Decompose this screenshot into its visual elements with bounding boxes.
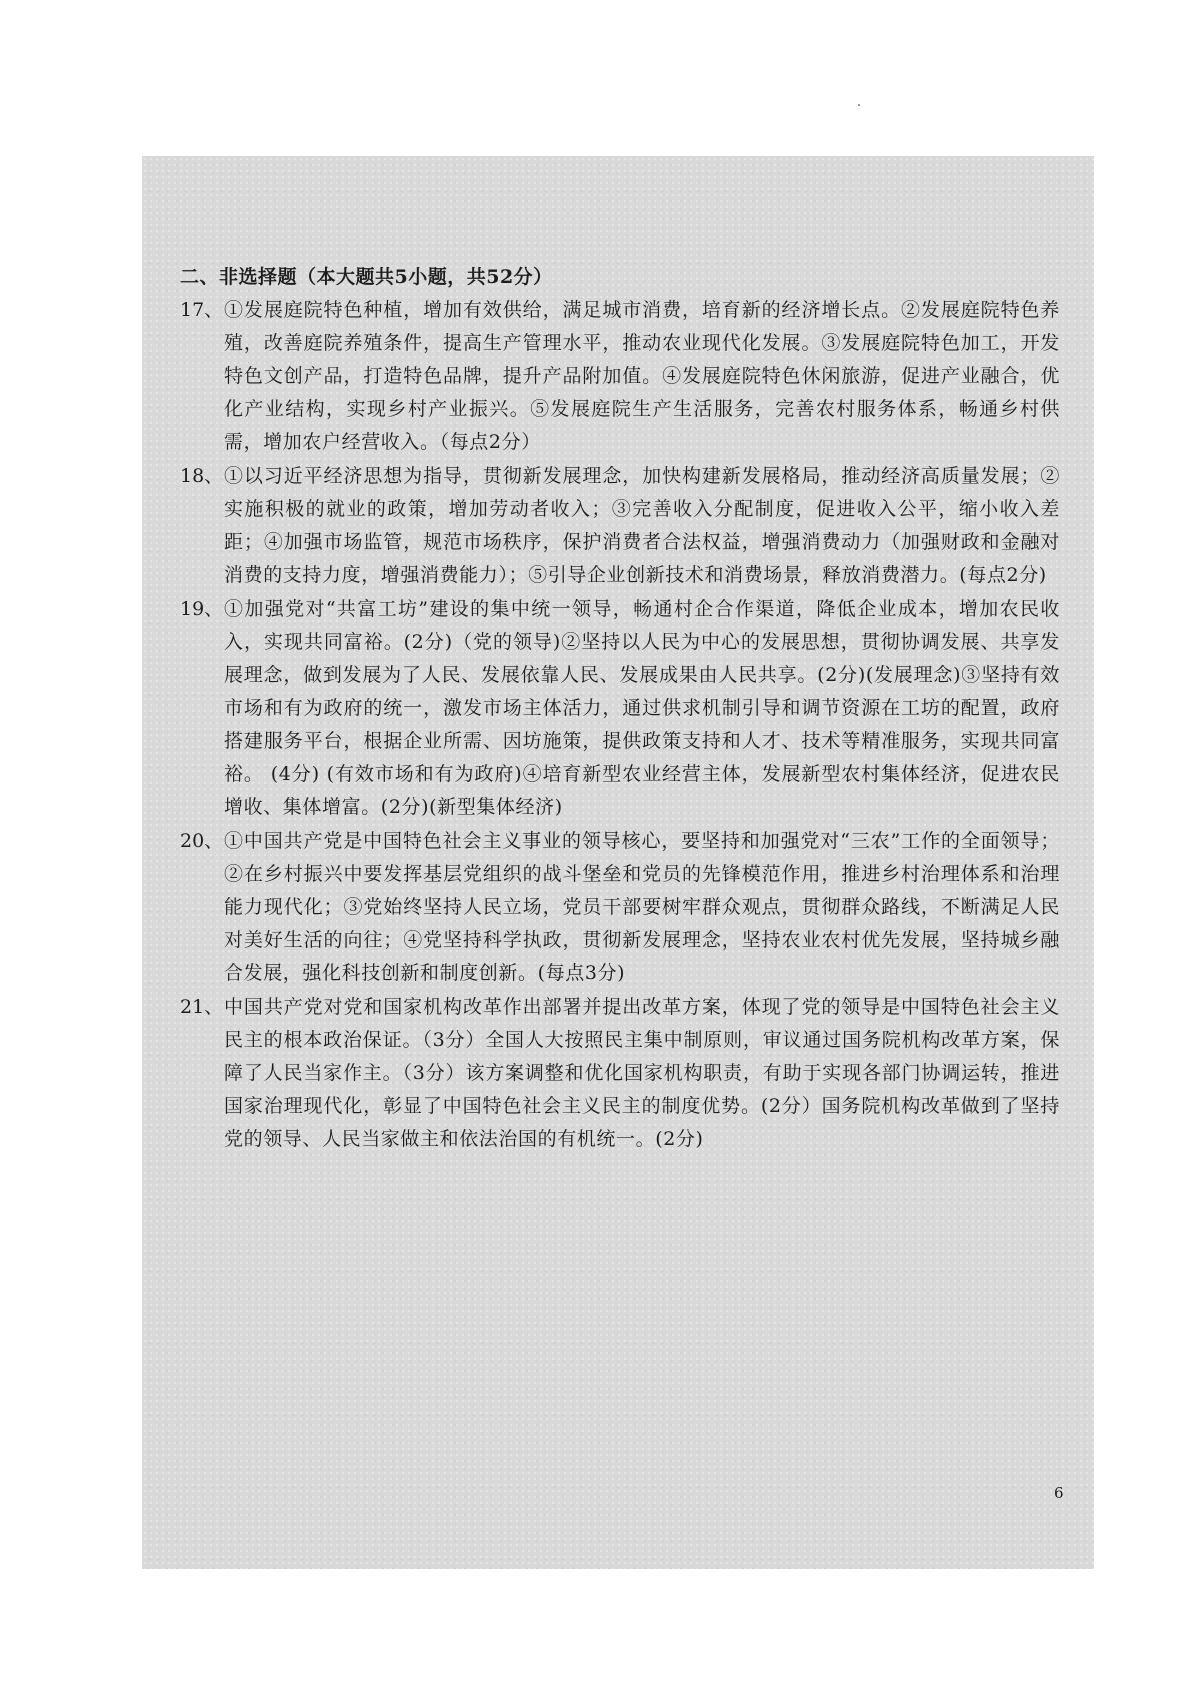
answer-text: ①以习近平经济思想为指导，贯彻新发展理念，加快构建新发展格局，推动经济高质量发展；②实施积极的就业的政策，增加劳动者收入；③完善收入分配制度，促进收入公平，缩小收入差距；④加强市场监管，规范市场秩序，保护消费者合法权益，增强消费动力（加强财政和金融对消费的支持力度，增强消费能力）；⑤引导企业创新技术和消费场景，释放消费潜力。(每点2分) (224, 465, 1060, 586)
answer-text: ①发展庭院特色种植，增加有效供给，满足城市消费，培育新的经济增长点。②发展庭院特色养殖，改善庭院养殖条件，提高生产管理水平，推动农业现代化发展。③发展庭院特色加工，开发特色文创产品，打造特色品牌，提升产品附加值。④发展庭院特色休闲旅游，促进产业融合，优化产业结构，实现乡村产业振兴。⑤发展庭院生产生活服务，完善农村服务体系，畅通乡村供需，增加农户经营收入。（每点2分） (224, 299, 1060, 453)
page-number: 6 (1054, 1484, 1064, 1502)
answer-19 (180, 593, 1060, 824)
answer-text: ①中国共产党是中国特色社会主义事业的领导核心，要坚持和加强党对“三农”工作的全面领导；②在乡村振兴中要发挥基层党组织的战斗堡垒和党员的先锋模范作用，推进乡村治理体系和治理能力现代化；③党始终坚持人民立场，党员干部要树牢群众观点，贯彻群众路线，不断满足人民对美好生活的向往；④党坚持科学执政，贯彻新发展理念，坚持农业农村优先发展，坚持城乡融合发展，强化科技创新和制度创新。(每点3分) (224, 830, 1060, 984)
question-number: 21、 (180, 996, 224, 1018)
answer-18 (180, 460, 1060, 592)
answer-21 (180, 991, 1060, 1156)
scanned-page (142, 156, 1094, 1569)
section-heading: 二、非选择题（本大题共5小题，共52分） (180, 266, 553, 288)
answer-text: ①加强党对“共富工坊”建设的集中统一领导，畅通村企合作渠道，降低企业成本，增加农民收入，实现共同富裕。(2分)（党的领导)②坚持以人民为中心的发展思想，贯彻协调发展、共享发展理念，做到发展为了人民、发展依靠人民、发展成果由人民共享。(2分)(发展理念)③坚持有效市场和有为政府的统一，激发市场主体活力，通过供求机制引导和调节资源在工坊的配置，政府搭建服务平台，根据企业所需、因坊施策，提供政策支持和人才、技术等精准服务，实现共同富裕。 (4分) (有效市场和有为政府)④培育新型农业经营主体，发展新型农村集体经济，促进农民增收、集体增富。(2分)(新型集体经济) (224, 598, 1060, 818)
scan-speck (858, 104, 860, 106)
answer-17 (180, 294, 1060, 459)
answer-section (180, 264, 1060, 1157)
question-number: 19、 (180, 598, 224, 620)
question-number: 17、 (180, 299, 224, 321)
question-number: 18、 (180, 465, 224, 487)
question-number: 20、 (180, 830, 224, 852)
answer-20 (180, 825, 1060, 990)
answer-text: 中国共产党对党和国家机构改革作出部署并提出改革方案，体现了党的领导是中国特色社会主义民主的根本政治保证。（3分）全国人大按照民主集中制原则，审议通过国务院机构改革方案，保障了人民当家作主。（3分）该方案调整和优化国家机构职责，有助于实现各部门协调运转，推进国家治理现代化，彰显了中国特色社会主义民主的制度优势。(2分）国务院机构改革做到了坚持党的领导、人民当家做主和依法治国的有机统一。(2分) (224, 996, 1060, 1150)
